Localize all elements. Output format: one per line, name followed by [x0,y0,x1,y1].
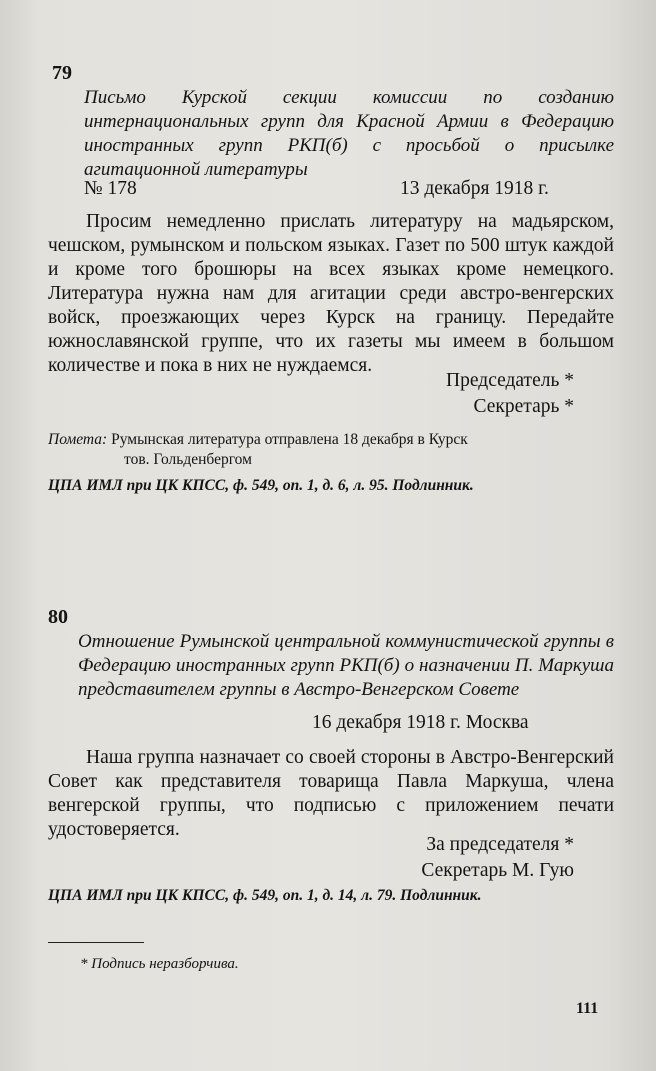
document-title-80: Отношение Румынской центральной коммунистической группы в Федерацию иностранных групп РКП(б) о назначении П. Маркуша представителем группы в Австро-Венгерском Совете [78,631,614,700]
note-label: Помета: [48,431,108,448]
signature-secretary-79: Секретарь * [473,396,574,417]
document-body-79 [48,210,614,378]
document-registry-number: № 178 [84,178,137,199]
document-body-80 [48,746,614,842]
signature-chairman-79: Председатель * [446,370,574,391]
signature-chairman-80: За председателя * [426,834,574,855]
document-date-80: 16 декабря 1918 г. Москва [312,712,529,733]
document-number-80: 80 [48,606,68,628]
footnote-divider [48,942,144,943]
archive-reference-80: ЦПА ИМЛ при ЦК КПСС, ф. 549, оп. 1, д. 14, л. 79. Подлинник. [48,887,482,904]
archive-reference-79: ЦПА ИМЛ при ЦК КПСС, ф. 549, оп. 1, д. 6, л. 95. Подлинник. [48,477,474,494]
document-date-79: 13 декабря 1918 г. [400,178,549,199]
annotation-note-continued: тов. Гольденбергом [124,451,252,468]
document-number-79: 79 [52,62,72,84]
page-number: 111 [576,1000,599,1017]
note-text: Румынская литература отправлена 18 декабря в Курск [111,431,468,448]
document-title-79: Письмо Курской секции комиссии по созданию интернациональных групп для Красной Армии в Федерацию иностранных групп РКП(б) с просьбой о присылке агитационной литературы [84,87,614,180]
annotation-note [48,430,614,450]
body-paragraph-80: Наша группа назначает со своей стороны в Австро-Венгерский Совет как представителя товарища Павла Маркуша, члена венгерской группы, что подписью с приложением печати удостоверяется. [48,747,614,840]
footnote: * Подпись неразборчива. [80,956,239,972]
body-paragraph-79: Просим немедленно прислать литературу на мадьярском, чешском, румынском и польском языках. Газет по 500 штук каждой и кроме того брошюры на всех языках кроме немецкого. Литература нужна нам для агитации среди австро-венгерских войск, проезжающих через Курск на границу. Передайте южнославянской группе, что их газеты мы имеем в большом количестве и пока в них не нуждаемся. [48,211,614,376]
signature-secretary-80: Секретарь М. Гую [421,860,574,881]
